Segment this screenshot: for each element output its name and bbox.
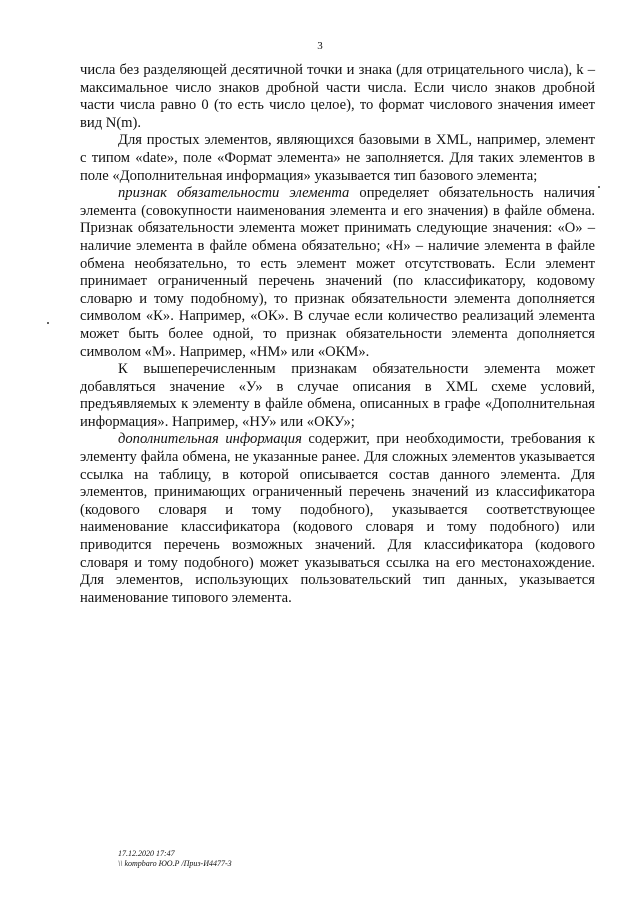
footer xyxy=(118,849,232,868)
paragraph xyxy=(80,431,595,607)
scan-speck xyxy=(598,186,600,188)
scan-speck xyxy=(47,322,49,324)
footer-timestamp: 17.12.2020 17:47 xyxy=(118,849,175,858)
paragraph xyxy=(80,361,595,431)
body-text xyxy=(80,62,595,607)
paragraph-text: определяет обязательность наличия элемента (совокупности наименования элемента и его значения) в файле обмена. Признак обязательности элемента может принимать следующие значения: «О» – наличие элемента в файле обмена обязательно; «Н» – наличие элемента в файле обмена необязательно, то есть элемент может отсутствовать. Если элемент принимает ограниченный перечень значений (по классификатору, кодовому словарю и тому подобному), то признак обязательности элемента дополняется символом «К». Например, «ОК». В случае если количество реализаций элемента может быть более одной, то признак обязательности элемента дополняется символом «М». Например, «НМ» или «ОКМ». xyxy=(80,185,595,360)
footer-file-path: \\ kompbaro ЮО.Р /Приз-И4477-3 xyxy=(118,858,232,868)
paragraph-text: К вышеперечисленным признакам обязательности элемента может добавляться значение «У» в случае описания в XML схеме условий, предъявляемых к элементу в файле обмена, описанных в графе «Дополнительная информация». Например, «НУ» или «ОКУ»; xyxy=(80,361,595,430)
page-number: 3 xyxy=(317,40,323,52)
term-label: дополнительная информация xyxy=(118,431,302,448)
paragraph-text: числа без разделяющей десятичной точки и знака (для отрицательного числа), k – максимальное число знаков дробной части числа. Если число знаков дробной части числа равно 0 (то есть число целое), то формат числового значения имеет вид N(m). xyxy=(80,62,595,131)
term-label: признак обязательности элемента xyxy=(118,185,350,202)
paragraph xyxy=(80,62,595,132)
paragraph xyxy=(80,132,595,185)
paragraph-text: содержит, при необходимости, требования к элементу файла обмена, не указанные ранее. Для сложных элементов указывается ссылка на таблицу, в которой описывается состав данного элемента. Для элементов, принимающих ограниченный перечень значений из классификатора (кодового словаря и тому подобного), указывается соответствующее наименование классификатора (кодового словаря и тому подобного) или приводится перечень возможных значений. Для классификатора (кодового словаря и тому подобного) может указываться ссылка на его местонахождение. Для элементов, использующих пользовательский тип данных, указывается наименование типового элемента. xyxy=(80,431,596,606)
paragraph-text: Для простых элементов, являющихся базовыми в XML, например, элемент с типом «date», поле «Формат элемента» не заполняется. Для таких элементов в поле «Дополнительная информация» указывается тип базового элемента; xyxy=(80,132,595,184)
paragraph xyxy=(80,185,595,361)
